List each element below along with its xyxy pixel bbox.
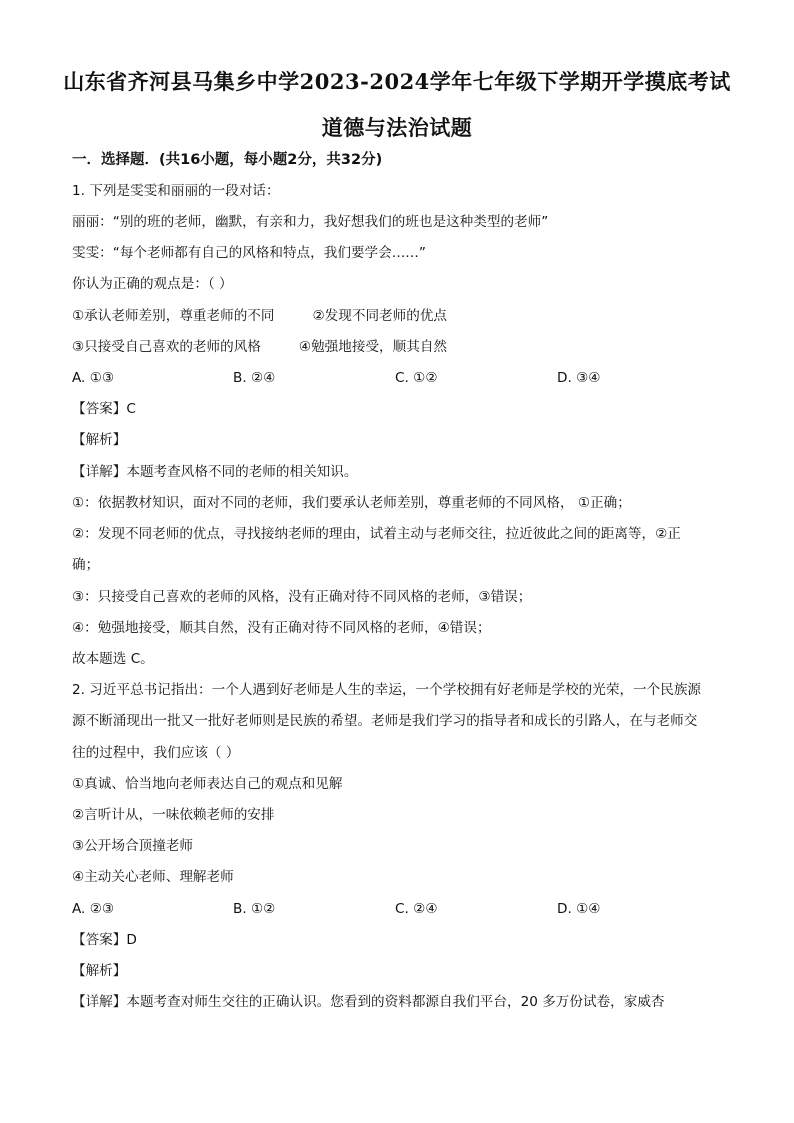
q1-statement-1: ①承认老师差别，尊重老师的不同 — [72, 308, 275, 324]
q1-stem: 1. 下列是雯雯和丽丽的一段对话： — [72, 183, 280, 199]
q2-option-d: D. ①④ — [557, 901, 601, 917]
q1-analysis-label: 【解析】 — [72, 432, 127, 448]
q1-statement-3: ③只接受自己喜欢的老师的风格 — [72, 339, 261, 355]
q1-explanation-2a: ②：发现不同老师的优点，寻找接纳老师的理由，试着主动与老师交往，拉近彼此之间的距离等，②正 — [72, 526, 681, 542]
q1-prompt: 你认为正确的观点是：（ ） — [72, 276, 233, 292]
q2-option-c: C. ②④ — [395, 901, 438, 917]
q2-option-b: B. ①② — [233, 901, 276, 917]
q2-stem-1: 2. 习近平总书记指出：一个人遇到好老师是人生的幸运，一个学校拥有好老师是学校的光荣，一个民族源 — [72, 682, 702, 698]
q1-explanation-2b: 确； — [72, 557, 100, 573]
q1-option-c: C. ①② — [395, 370, 438, 386]
q1-statements-row-2 — [72, 337, 447, 357]
q1-detail: 【详解】本题考查风格不同的老师的相关知识。 — [72, 464, 358, 480]
q1-statement-4: ④勉强地接受，顺其自然 — [298, 339, 448, 355]
q2-answer: 【答案】D — [72, 932, 137, 948]
q2-statement-1: ①真诚、恰当地向老师表达自己的观点和见解 — [72, 776, 343, 792]
q1-statement-2: ②发现不同老师的优点 — [312, 308, 448, 324]
q1-answer: 【答案】C — [72, 401, 136, 417]
document-title: 山东省齐河县马集乡中学2023-2024学年七年级下学期开学摸底考试 — [63, 69, 731, 94]
q1-explanation-1: ①：依据教材知识，面对不同的老师，我们要承认老师差别，尊重老师的不同风格， ①正确； — [72, 495, 631, 511]
q1-dialog-2: 雯雯：“每个老师都有自己的风格和特点，我们要学会……” — [72, 245, 426, 261]
q1-conclusion: 故本题选 C。 — [72, 651, 154, 667]
q2-statement-4: ④主动关心老师、理解老师 — [72, 869, 234, 885]
q2-statement-2: ②言听计从，一味依赖老师的安排 — [72, 807, 275, 823]
q1-statements-row-1 — [72, 306, 447, 326]
q2-statement-3: ③公开场合顶撞老师 — [72, 838, 193, 854]
q1-explanation-4: ④：勉强地接受，顺其自然，没有正确对待不同风格的老师，④错误； — [72, 620, 491, 636]
q1-dialog-1: 丽丽：“别的班的老师，幽默，有亲和力，我好想我们的班也是这种类型的老师” — [72, 214, 549, 230]
q2-stem-3: 往的过程中，我们应该（ ） — [72, 745, 240, 761]
document-subtitle: 道德与法治试题 — [321, 115, 473, 140]
q2-option-a: A. ②③ — [72, 901, 115, 917]
q1-option-a: A. ①③ — [72, 370, 115, 386]
q1-option-d: D. ③④ — [557, 370, 601, 386]
section-heading: 一．选择题．(共16小题，每小题2分，共32分) — [72, 152, 383, 168]
q2-detail: 【详解】本题考查对师生交往的正确认识。您看到的资料都源自我们平台，20 多万份试卷，家威杏 — [72, 994, 665, 1010]
q2-stem-2: 源不断涌现出一批又一批好老师则是民族的希望。老师是我们学习的指导者和成长的引路人，在与老师交 — [72, 713, 698, 729]
q1-explanation-3: ③：只接受自己喜欢的老师的风格，没有正确对待不同风格的老师，③错误； — [72, 589, 532, 605]
q1-option-b: B. ②④ — [233, 370, 276, 386]
q2-analysis-label: 【解析】 — [72, 963, 127, 979]
